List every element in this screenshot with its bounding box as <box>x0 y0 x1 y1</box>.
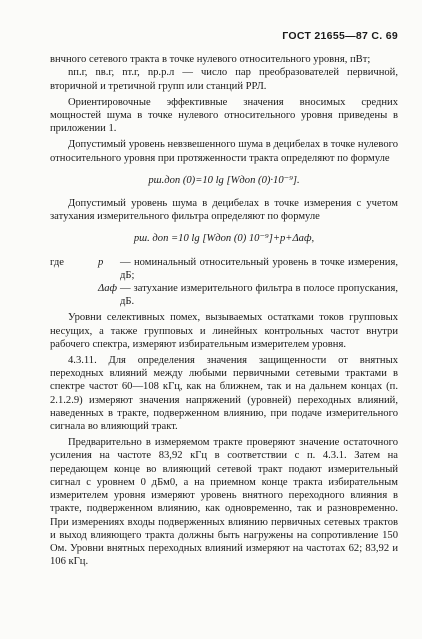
definition-symbol: p <box>98 256 104 268</box>
definition-text: — номинальный относительный уровень в точке измерения, дБ; <box>120 256 398 281</box>
definition-row <box>50 282 398 308</box>
definition-row <box>50 256 398 282</box>
text-paragraph: Ориентировочные эффективные значения вносимых средних мощностей шума в точке нулевого относительного уровня приведены в приложении 1. <box>50 96 398 135</box>
text-paragraph: Предварительно в измеряемом тракте проверяют значение остаточного усиления на частоте 83,92 кГц в соответствии с п. 4.3.1. Затем на передающем конце во влияющий сетевой тракт подают измерительный сигнал с уровнем 0 дБм0, а на приемном конце тракта избирательным измерителем уровня измеряют уровень внятного переходного влияния в тракте, подверженном влиянию, как одновременно, так и разновременно. При измерениях входы подверженных влиянию первичных сетевых трактов и выход влияющего тракта должны быть нагружены на сопротивление 150 Ом. Уровни внятных переходных влияний измеряют на частотах 62; 83,92 и 106 кГц. <box>50 437 398 568</box>
page-header: ГОСТ 21655—87 С. 69 <box>282 30 398 42</box>
text-paragraph: Допустимый уровень шума в децибелах в точке измерения с учетом затухания измерительного фильтра определяют по формуле <box>50 198 398 223</box>
text-paragraph: nп.г, nв.г, nт.г, nр.р.л — число пар преобразователей первичной, вторичной и третичной групп или станций РРЛ. <box>50 67 398 92</box>
text-fragment: внчного сетевого тракта в точке нулевого относительного уровня, пВт; <box>50 54 371 66</box>
formula-noise-level-measured: pш. доп =10 lg [Wдоп (0) 10⁻⁹]+p+Δaф, <box>133 233 315 245</box>
definition-text: — затухание измерительного фильтра в полосе пропускания, дБ. <box>120 283 398 308</box>
section-paragraph-4-3-11: 4.3.11. Для определения значения защищенности от внятных переходных влияний между любыми первичными сетевыми трактами в спектре частот 60—108 кГц, как на ближнем, так и на дальнем концах (п. 2.1.2.9) измеряют значения напряжений (уровней) переходных влияний, наведенных в тракте, подверженном влиянию, при подаче измерительного сигнала во влияющий тракт. <box>50 355 398 433</box>
document-page <box>50 30 398 568</box>
text-paragraph: Допустимый уровень невзвешенного шума в децибелах в точке нулевого относительного уровня при протяженности тракта определяют по формуле <box>50 139 398 164</box>
where-label: где <box>50 256 64 268</box>
definition-symbol: Δaф <box>98 283 118 295</box>
text-paragraph: Уровни селективных помех, вызываемых остатками токов групповых несущих, а также групповых и линейных контрольных частот внутри рабочего спектра, измеряют избирательным измерителем уровня. <box>50 312 398 350</box>
definitions-list <box>50 256 398 309</box>
formula-noise-level-zero: pш.доп (0)=10 lg [Wдоп (0)·10⁻⁹]. <box>148 174 300 186</box>
